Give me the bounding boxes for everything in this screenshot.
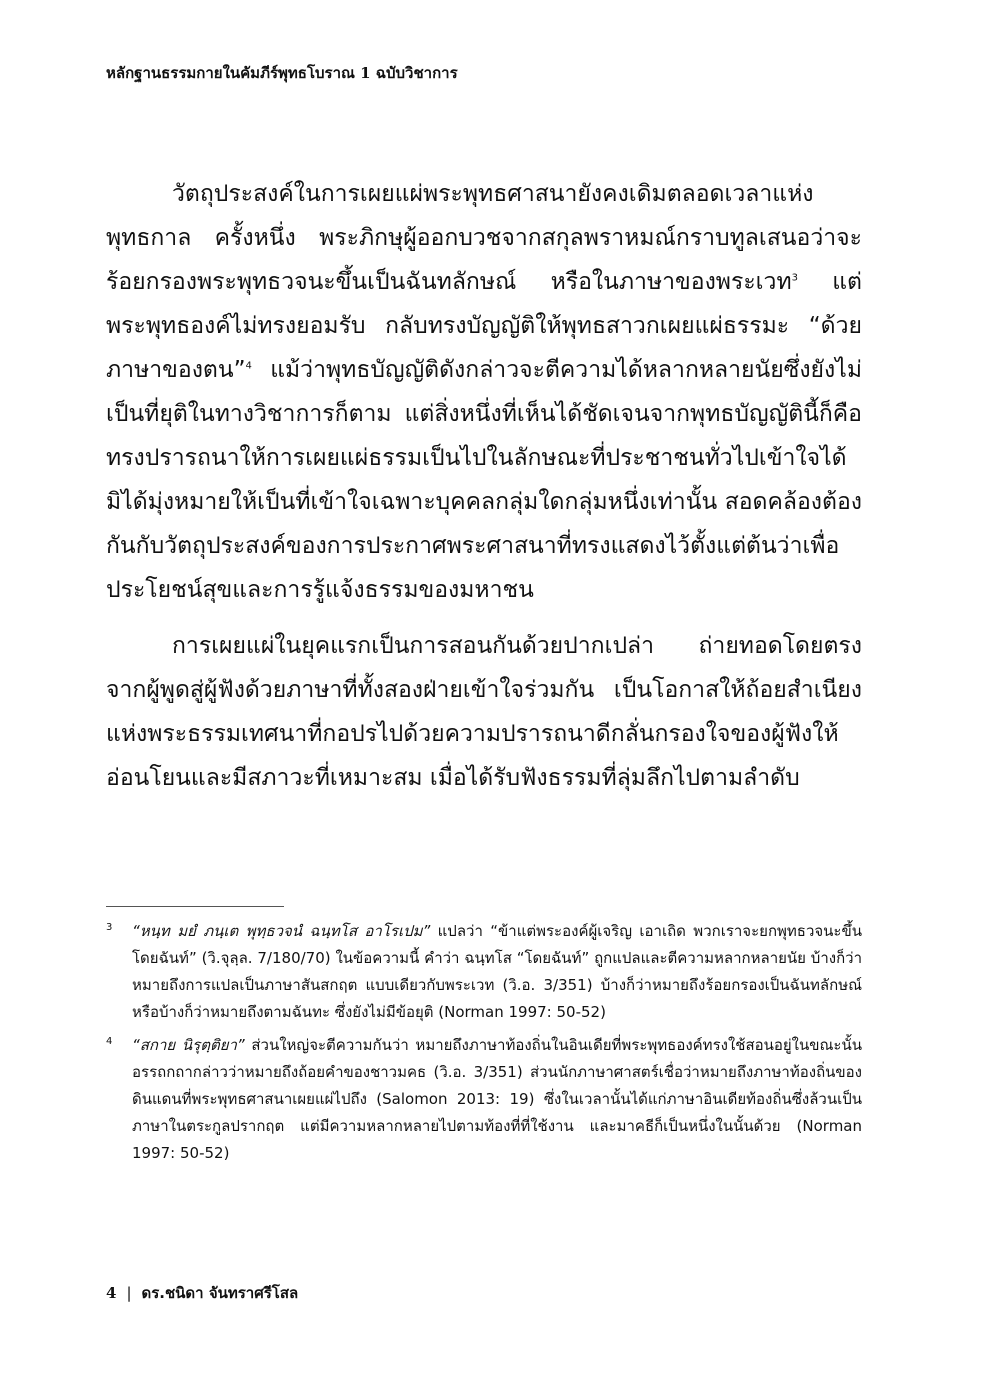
footnote-4 [106,1032,862,1167]
footnote-text: ส่วนใหญ่จะตีความกันว่า หมายถึงภาษาท้องถิ่นในอินเดียที่พระพุทธองค์ทรงใช้สอนอยู่ในขณะนั้น อรรถกถากล่าวว่าหมายถึงถ้อยคำของชาวมคธ (วิ.อ. 3/351) ส่วนนักภาษาศาสตร์เชื่อว่าหมายถึงภาษาท้องถิ่นของดินแดนที่พระพุทธศาสนาเผยแผ่ไปถึง (Salomon 2013: 19) ซึ่งในเวลานั้นได้แก่ภาษาอินเดียท้องถิ่นซึ่งล้วนเป็นภาษาในตระกูลปรากฤต แต่มีความหลากหลายไปตามท้องที่ที่ใช้งาน และมาคธีก็เป็นหนึ่งในนั้นด้วย (Norman 1997: 50-52) [132,1036,862,1162]
footnote-ref-4[interactable]: 4 [245,360,252,372]
paragraph-1 [106,172,862,612]
footnote-number: 3 [106,922,113,933]
footnote-number: 4 [106,1036,113,1047]
author-name: ดร.ชนิดา จันทราศรีโสล [141,1284,299,1302]
footnote-text: แปลว่า “ข้าแต่พระองค์ผู้เจริญ เอาเถิด พวกเราจะยกพุทธวจนะขึ้นโดยฉันท์” (วิ.จุลฺล. 7/180/70) ในข้อความนี้ คำว่า ฉนฺทโส “โดยฉันท์” ถูกแปลและตีความหลากหลายนัย บ้างก็ว่าหมายถึงการแปลเป็นภาษาสันสกฤต แบบเดียวกับพระเวท (วิ.อ. 3/351) บ้างก็ว่าหมายถึงร้อยกรองเป็นฉันทลักษณ์ หรือบ้างก็ว่าหมายถึงตามฉันทะ ซึ่งยังไม่มีข้อยุติ (Norman 1997: 50-52) [132,922,862,1021]
page-number: 4 [106,1284,117,1302]
footnote-divider [106,906,284,907]
running-head: หลักฐานธรรมกายในคัมภีร์พุทธโบราณ 1 ฉบับวิชาการ [106,64,458,82]
footnotes [106,918,862,1167]
footnote-pali-quote: “หนฺท มยํ ภนฺเต พุทฺธวจนํ ฉนฺทโส อาโรเปม” [132,922,431,940]
body-text [106,172,862,800]
paragraph-1-part-c: แม้ว่าพุทธบัญญัติดังกล่าวจะตีความได้หลากหลายนัยซึ่งยังไม่เป็นที่ยุติในทางวิชาการก็ตาม แต่สิ่งหนึ่งที่เห็นได้ชัดเจนจากพุทธบัญญัตินี้ก็คือ ทรงปรารถนาให้การเผยแผ่ธรรมเป็นไปในลักษณะที่ประชาชนทั่วไปเข้าใจได้ มิได้มุ่งหมายให้เป็นที่เข้าใจเฉพาะบุคคลกลุ่มใดกลุ่มหนึ่งเท่านั้น สอดคล้องต้องกันกับวัตถุประสงค์ของการประกาศพระศาสนาที่ทรงแสดงไว้ตั้งแต่ต้นว่าเพื่อประโยชน์สุขและการรู้แจ้งธรรมของมหาชน [106,357,862,603]
paragraph-1-part-b: แต่พระพุทธองค์ไม่ทรงยอมรับ กลับทรงบัญญัติให้พุทธสาวกเผยแผ่ธรรมะ “ด้วยภาษาของตน” [106,269,862,383]
footnote-3 [106,918,862,1026]
footnote-ref-3[interactable]: 3 [791,272,798,284]
paragraph-2: การเผยแผ่ในยุคแรกเป็นการสอนกันด้วยปากเปล่า ถ่ายทอดโดยตรงจากผู้พูดสู่ผู้ฟังด้วยภาษาที่ทั้งสองฝ่ายเข้าใจร่วมกัน เป็นโอกาสให้ถ้อยสำเนียงแห่งพระธรรมเทศนาที่กอปรไปด้วยความปรารถนาดีกลั่นกรองใจของผู้ฟังให้อ่อนโยนและมีสภาวะที่เหมาะสม เมื่อได้รับฟังธรรมที่ลุ่มลึกไปตามลำดับ [106,633,862,791]
footer-separator: | [126,1284,132,1302]
paragraph-1-part-a: วัตถุประสงค์ในการเผยแผ่พระพุทธศาสนายังคงเดิมตลอดเวลาแห่งพุทธกาล ครั้งหนึ่ง พระภิกษุผู้ออกบวชจากสกุลพราหมณ์กราบทูลเสนอว่าจะร้อยกรองพระพุทธวจนะขึ้นเป็นฉันทลักษณ์ หรือในภาษาของพระเวท [106,181,862,295]
footnote-pali-quote: “สกาย นิรุตฺติยา” [132,1036,245,1054]
page-footer [106,1282,298,1304]
